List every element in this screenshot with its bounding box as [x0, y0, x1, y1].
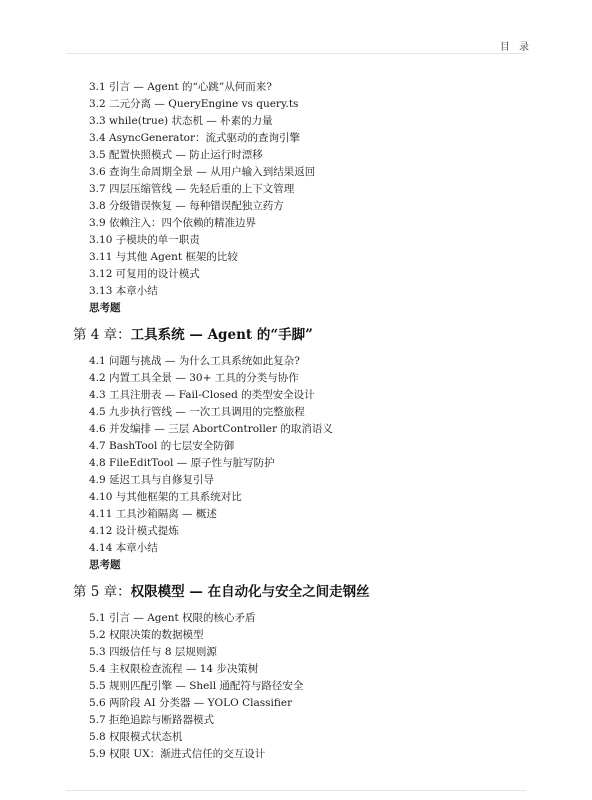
toc-entry-4-6[interactable]: 4.6 并发编排 — 三层 AbortController 的取消语义 — [89, 423, 333, 435]
toc-entry-3-6[interactable]: 3.6 查询生命周期全景 — 从用户输入到结果返回 — [89, 166, 316, 178]
chapter-4-title: 工具系统 — Agent 的“手脚” — [130, 327, 313, 343]
toc-entry-3-9[interactable]: 3.9 依赖注入：四个依赖的精准边界 — [89, 217, 257, 229]
toc-entry-5-4[interactable]: 5.4 主权限检查流程 — 14 步决策树 — [89, 663, 259, 675]
toc-entry-4-10[interactable]: 4.10 与其他框架的工具系统对比 — [89, 491, 242, 503]
toc-entry-5-5[interactable]: 5.5 规则匹配引擎 — Shell 通配符与路径安全 — [89, 680, 304, 692]
toc-entry-3-12[interactable]: 3.12 可复用的设计模式 — [89, 268, 200, 280]
toc-chapter-4[interactable] — [0, 317, 592, 353]
chapter-4-prefix: 第 4 章： — [73, 327, 131, 343]
toc-entry-5-2[interactable]: 5.2 权限决策的数据模型 — [89, 629, 204, 641]
toc-entry-4-3[interactable]: 4.3 工具注册表 — Fail-Closed 的类型安全设计 — [89, 389, 315, 401]
toc-entry-5-6[interactable]: 5.6 两阶段 AI 分类器 — YOLO Classifier — [89, 697, 293, 709]
toc-entry-4-8[interactable]: 4.8 FileEditTool — 原子性与脏写防护 — [89, 457, 275, 469]
toc-entry-5-7[interactable]: 5.7 拒绝追踪与断路器模式 — [89, 714, 215, 726]
toc-entry-3-13[interactable]: 3.13 本章小结 — [89, 285, 158, 297]
toc-entry-ch3-questions[interactable]: 思考题 — [89, 302, 121, 314]
toc-entry-3-4[interactable]: 3.4 AsyncGenerator：流式驱动的查询引擎 — [89, 132, 300, 144]
toc-entry-5-1[interactable]: 5.1 引言 — Agent 权限的核心矛盾 — [89, 612, 256, 624]
toc-entry-3-7[interactable]: 3.7 四层压缩管线 — 先轻后重的上下文管理 — [89, 183, 295, 195]
toc-entry-4-1[interactable]: 4.1 问题与挑战 — 为什么工具系统如此复杂? — [89, 355, 300, 367]
running-header-title: 目 录 — [499, 42, 532, 53]
toc-entry-3-5[interactable]: 3.5 配置快照模式 — 防止运行时漂移 — [89, 149, 263, 161]
toc-entry-3-8[interactable]: 3.8 分级错误恢复 — 每种错误配独立药方 — [89, 200, 284, 212]
toc-entry-3-1[interactable]: 3.1 引言 — Agent 的“心跳”从何而来? — [89, 81, 272, 93]
toc-entry-5-3[interactable]: 5.3 四级信任与 8 层规则源 — [89, 646, 217, 658]
chapter-5-prefix: 第 5 章： — [73, 584, 131, 600]
toc-entry-4-12[interactable]: 4.12 设计模式提炼 — [89, 525, 179, 537]
toc-entry-4-11[interactable]: 4.11 工具沙箱隔离 — 概述 — [89, 508, 217, 520]
toc-chapter-5[interactable] — [0, 574, 592, 610]
chapter-5-title: 权限模型 — 在自动化与安全之间走钢丝 — [130, 584, 370, 600]
toc-entry-3-3[interactable]: 3.3 while(true) 状态机 — 朴素的力量 — [89, 115, 273, 127]
toc-entry-3-10[interactable]: 3.10 子模块的单一职责 — [89, 234, 200, 246]
toc-entry-ch4-questions[interactable]: 思考题 — [89, 559, 121, 571]
footer-divider — [66, 790, 526, 791]
toc-entry-3-11[interactable]: 3.11 与其他 Agent 框架的比较 — [89, 251, 238, 263]
toc-entry-3-2[interactable]: 3.2 二元分离 — QueryEngine vs query.ts — [89, 98, 299, 110]
toc-entry-4-5[interactable]: 4.5 九步执行管线 — 一次工具调用的完整旅程 — [89, 406, 305, 418]
table-of-contents — [0, 79, 592, 763]
toc-entry-4-14[interactable]: 4.14 本章小结 — [89, 542, 158, 554]
header-divider — [66, 53, 526, 54]
toc-entry-5-8[interactable]: 5.8 权限模式状态机 — [89, 731, 183, 743]
toc-entry-4-2[interactable]: 4.2 内置工具全景 — 30+ 工具的分类与协作 — [89, 372, 299, 384]
toc-entry-5-9[interactable]: 5.9 权限 UX：渐进式信任的交互设计 — [89, 748, 266, 760]
toc-entry-4-7[interactable]: 4.7 BashTool 的七层安全防御 — [89, 440, 235, 452]
toc-entry-4-9[interactable]: 4.9 延迟工具与自修复引导 — [89, 474, 215, 486]
